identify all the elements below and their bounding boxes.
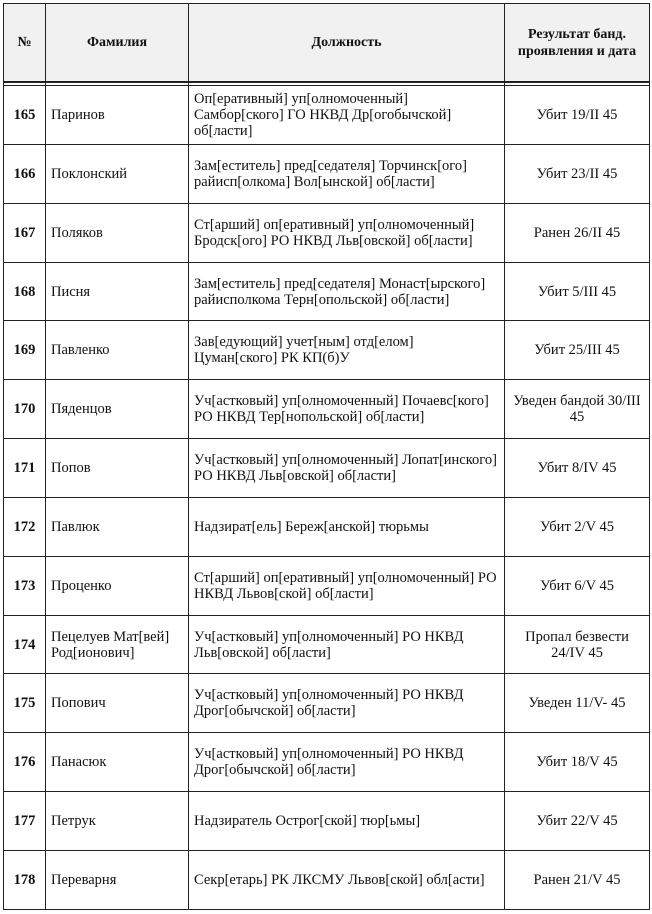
row-position: Зам[еститель] пред[седателя] Монаст[ырского] райисполкома Терн[опольской] об[ласти]	[189, 262, 505, 321]
row-position: Уч[астковый] уп[олномоченный] РО НКВД Дрог[обычской] об[ласти]	[189, 733, 505, 792]
table-row	[4, 203, 650, 262]
row-number: 176	[4, 733, 46, 792]
row-position: Уч[астковый] уп[олномоченный] РО НКВД Льв[овской] об[ласти]	[189, 615, 505, 674]
table-row	[4, 380, 650, 439]
row-surname: Панасюк	[46, 733, 189, 792]
row-surname: Паринов	[46, 86, 189, 145]
document-page	[3, 3, 649, 910]
table-row	[4, 792, 650, 851]
row-number: 173	[4, 556, 46, 615]
row-result: Пропал безвести 24/IV 45	[505, 615, 650, 674]
row-result: Убит 6/V 45	[505, 556, 650, 615]
row-number: 167	[4, 203, 46, 262]
row-result: Убит 18/V 45	[505, 733, 650, 792]
row-result: Убит 22/V 45	[505, 792, 650, 851]
row-surname: Проценко	[46, 556, 189, 615]
row-surname: Поклонский	[46, 144, 189, 203]
row-result: Убит 8/IV 45	[505, 439, 650, 498]
table-row	[4, 674, 650, 733]
table-row	[4, 86, 650, 145]
row-position: Зам[еститель] пред[седателя] Торчинск[ого] райисп[олкома] Вол[ынской] об[ласти]	[189, 144, 505, 203]
row-number: 168	[4, 262, 46, 321]
row-position: Уч[астковый] уп[олномоченный] Почаевс[кого] РО НКВД Тер[нопольской] об[ласти]	[189, 380, 505, 439]
row-surname: Писня	[46, 262, 189, 321]
casualty-table	[3, 3, 650, 910]
row-position: Ст[арший] оп[еративный] уп[олномоченный] РО НКВД Львов[ской] об[ласти]	[189, 556, 505, 615]
row-number: 171	[4, 439, 46, 498]
row-number: 170	[4, 380, 46, 439]
table-row	[4, 497, 650, 556]
row-number: 178	[4, 851, 46, 910]
row-number: 174	[4, 615, 46, 674]
row-position: Ст[арший] оп[еративный] уп[олномоченный] Бродск[ого] РО НКВД Льв[овской] об[ласти]	[189, 203, 505, 262]
row-surname: Поляков	[46, 203, 189, 262]
table-row	[4, 733, 650, 792]
header-surname: Фамилия	[46, 4, 189, 83]
row-surname: Павленко	[46, 321, 189, 380]
row-position: Оп[еративный] уп[олномоченный] Самбор[ского] ГО НКВД Др[огобычской] об[ласти]	[189, 86, 505, 145]
table-row	[4, 851, 650, 910]
row-result: Убит 25/III 45	[505, 321, 650, 380]
row-number: 165	[4, 86, 46, 145]
header-position: Должность	[189, 4, 505, 83]
row-surname: Попов	[46, 439, 189, 498]
table-row	[4, 615, 650, 674]
row-result: Убит 19/II 45	[505, 86, 650, 145]
row-number: 166	[4, 144, 46, 203]
row-number: 169	[4, 321, 46, 380]
table-row	[4, 144, 650, 203]
row-number: 177	[4, 792, 46, 851]
row-result: Уведен бандой 30/III 45	[505, 380, 650, 439]
row-result: Убит 2/V 45	[505, 497, 650, 556]
header-num: №	[4, 4, 46, 83]
row-result: Убит 5/III 45	[505, 262, 650, 321]
header-result: Результат банд. проявления и дата	[505, 4, 650, 83]
table-header	[4, 4, 650, 83]
table-row	[4, 262, 650, 321]
row-surname: Переварня	[46, 851, 189, 910]
row-result: Уведен 11/V- 45	[505, 674, 650, 733]
row-surname: Попович	[46, 674, 189, 733]
row-number: 172	[4, 497, 46, 556]
table-row	[4, 321, 650, 380]
table-body	[4, 82, 650, 910]
row-position: Надзират[ель] Береж[анской] тюрьмы	[189, 497, 505, 556]
row-surname: Пецелуев Мат[вей] Род[ионович]	[46, 615, 189, 674]
row-result: Ранен 26/II 45	[505, 203, 650, 262]
row-number: 175	[4, 674, 46, 733]
table-row	[4, 439, 650, 498]
row-result: Ранен 21/V 45	[505, 851, 650, 910]
table-row	[4, 556, 650, 615]
row-surname: Петрук	[46, 792, 189, 851]
row-surname: Пяденцов	[46, 380, 189, 439]
row-position: Секр[етарь] РК ЛКСМУ Львов[ской] обл[асти]	[189, 851, 505, 910]
row-position: Уч[астковый] уп[олномоченный] Лопат[инского] РО НКВД Льв[овской] об[ласти]	[189, 439, 505, 498]
row-position: Зав[едующий] учет[ным] отд[елом] Цуман[ского] РК КП(б)У	[189, 321, 505, 380]
row-surname: Павлюк	[46, 497, 189, 556]
row-position: Уч[астковый] уп[олномоченный] РО НКВД Дрог[обычской] об[ласти]	[189, 674, 505, 733]
row-result: Убит 23/II 45	[505, 144, 650, 203]
row-position: Надзиратель Острог[ской] тюр[ьмы]	[189, 792, 505, 851]
